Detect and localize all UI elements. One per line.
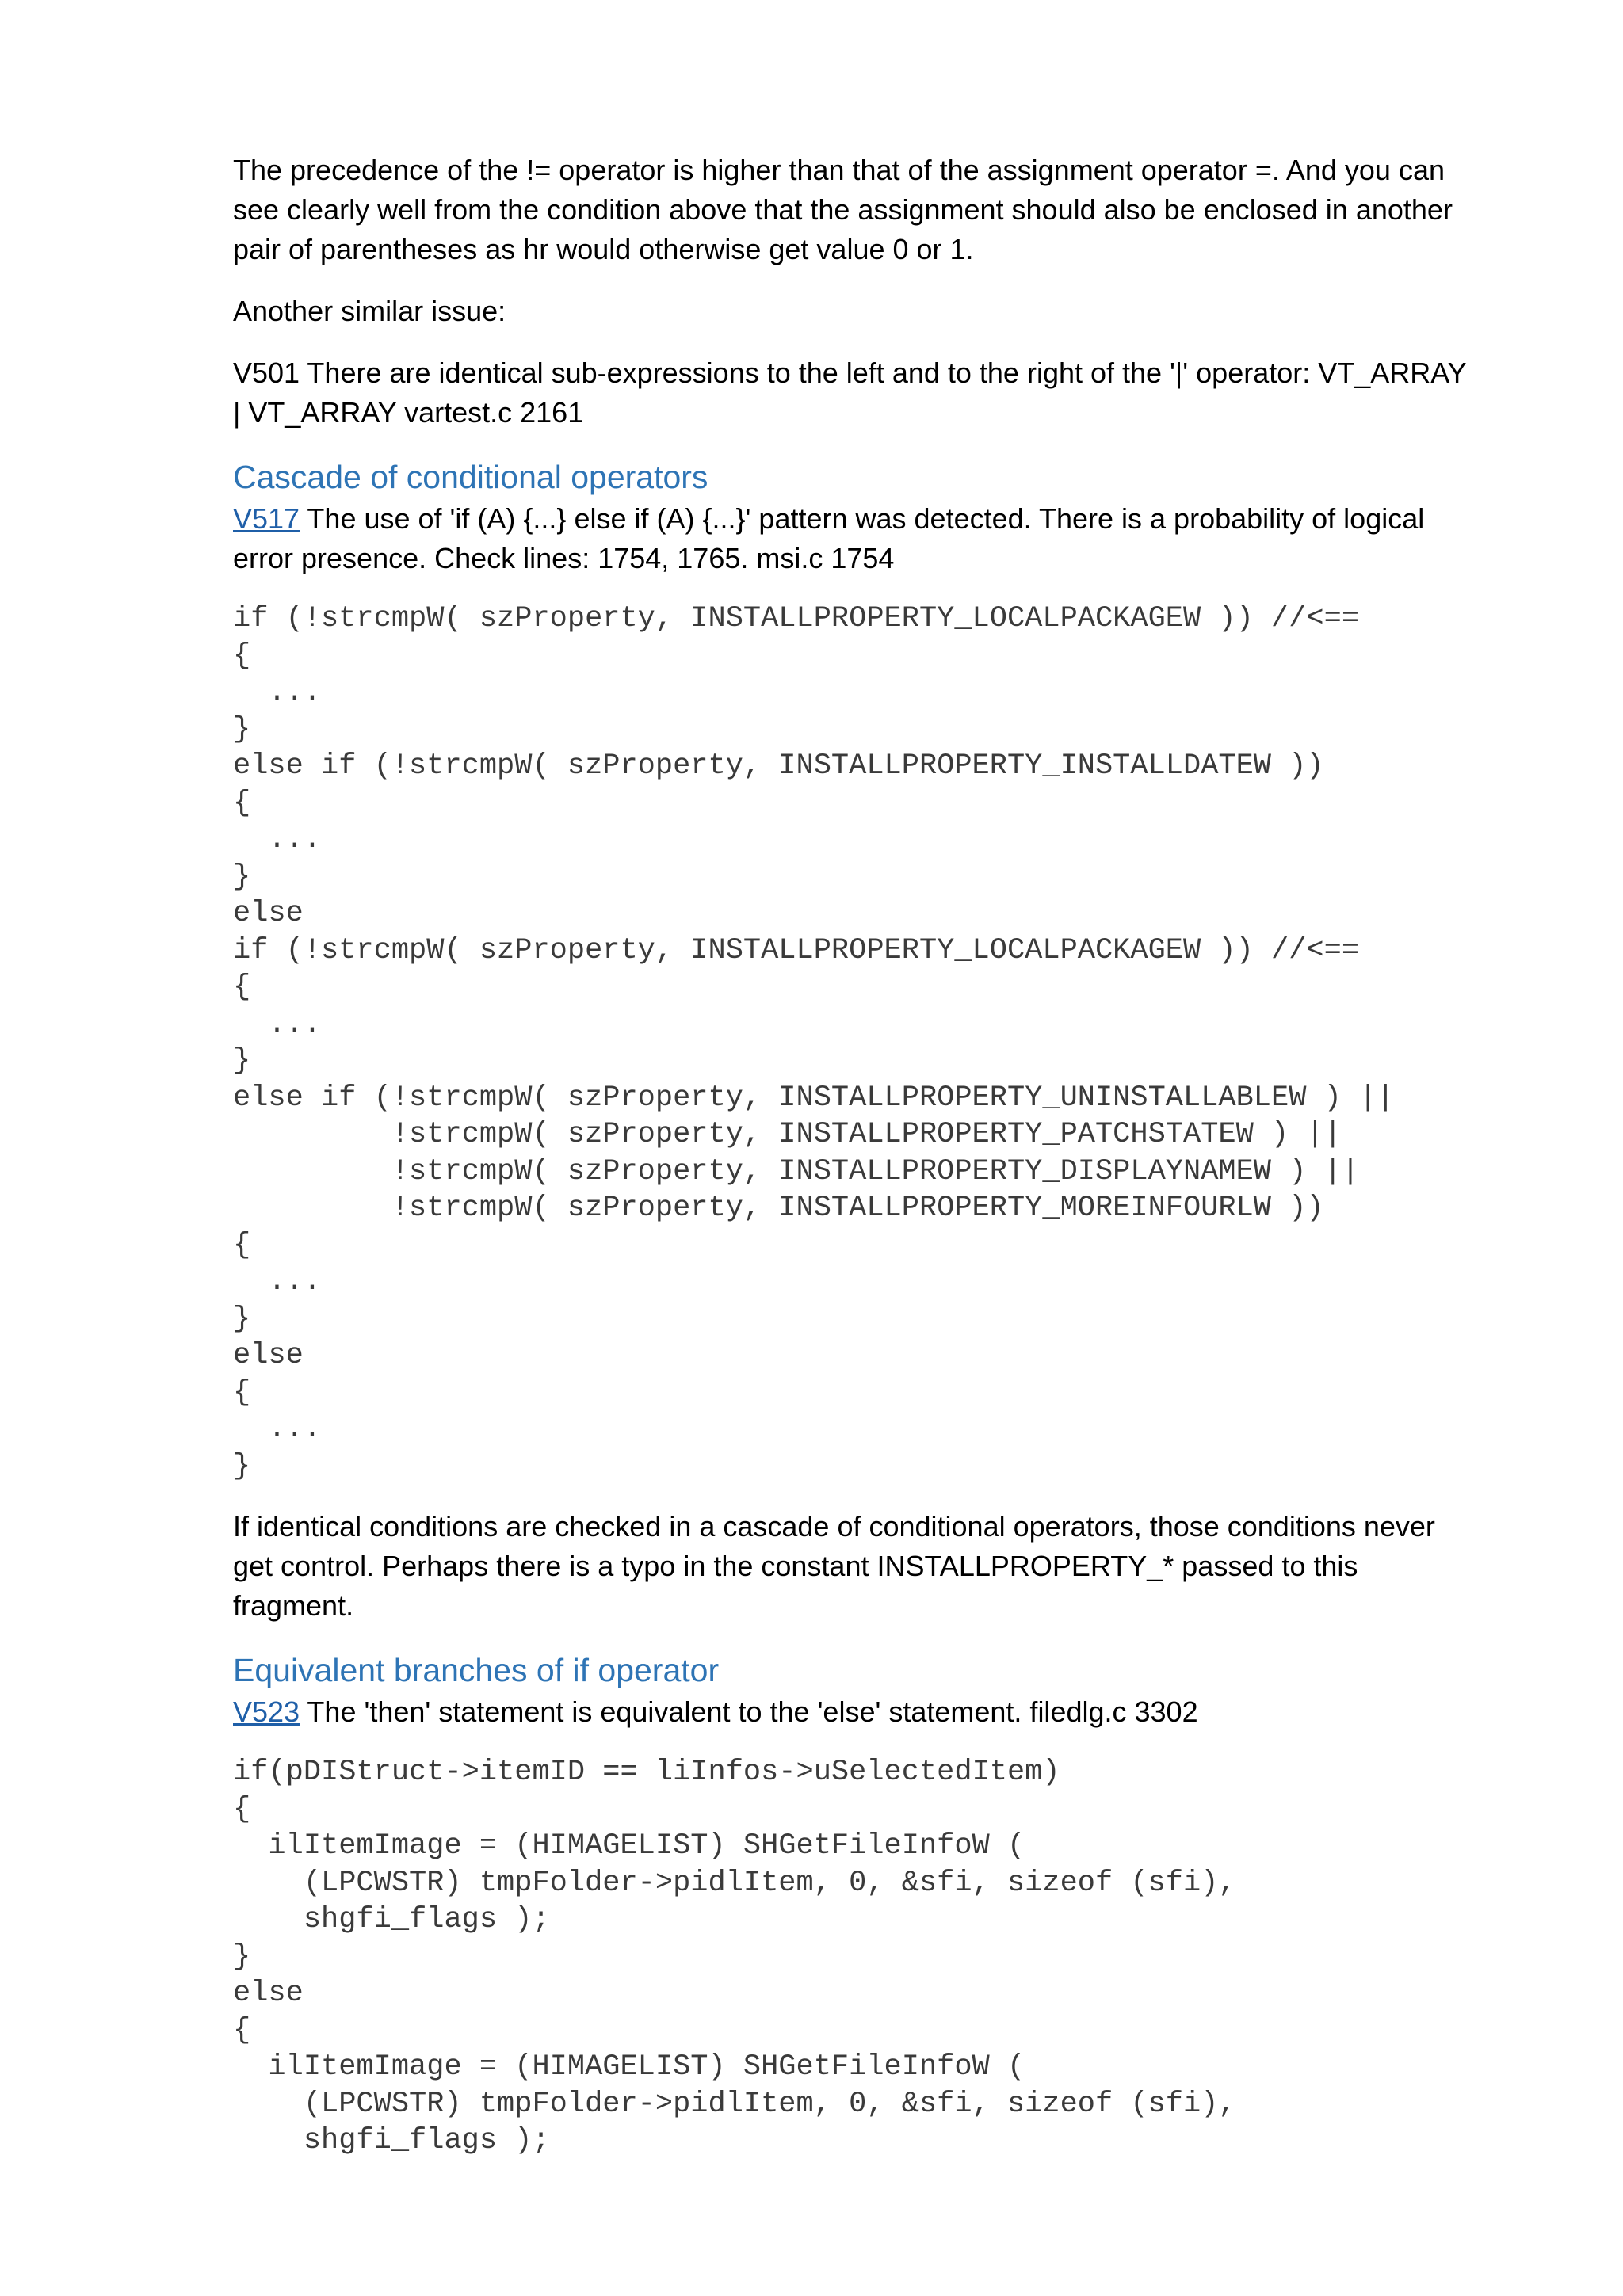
code-block-equivalent-branches: if(pDIStruct->itemID == liInfos->uSelectedItem) { ilItemImage = (HIMAGELIST) SHGetFileInfoW ( (LPCWSTR) tmpFolder->pidlItem, 0, &sfi, sizeof (sfi), shgfi_flags ); } else { ilItemImage = (HIMAGELIST) SHGetFileInfoW ( (LPCWSTR) tmpFolder->pidlItem, 0, &sfi, sizeof (sfi), shgfi_flags ); (233, 1756, 1236, 2157)
paragraph-precedence: The precedence of the != operator is higher than that of the assignment operator =. And you can see clearly well from the condition above that the assignment should also be enclosed in another pair of parentheses as hr would otherwise get value 0 or 1. (233, 154, 1453, 265)
link-v523[interactable]: V523 (233, 1695, 300, 1728)
paragraph-cascade-explanation: If identical conditions are checked in a cascade of conditional operators, those conditions never get control. Perhaps there is a typo in the constant INSTALLPROPERTY_* passed to this fragment. (233, 1510, 1435, 1622)
paragraph-similar-issue: Another similar issue: (233, 295, 506, 327)
v523-description: The 'then' statement is equivalent to the 'else' statement. filedlg.c 3302 (300, 1695, 1198, 1728)
v517-description: The use of 'if (A) {...} else if (A) {...}' pattern was detected. There is a probability of logical error presence. Check lines: 1754, 1765. msi.c 1754 (233, 502, 1425, 574)
code-block-cascade: if (!strcmpW( szProperty, INSTALLPROPERTY_LOCALPACKAGEW )) //<== { ... } else if (!strcmpW( szProperty, INSTALLPROPERTY_INSTALLDATEW )) { ... } else if (!strcmpW( szProperty, INSTALLPROPERTY_LOCALPACKAGEW )) //<== { ... } else if (!strcmpW( szProperty, INSTALLPROPERTY_UNINSTALLABLEW ) || !strcmpW( szProperty, INSTALLPROPERTY_PATCHSTATEW ) || !strcmpW( szProperty, INSTALLPROPERTY_DISPLAYNAMEW ) || !strcmpW( szProperty, INSTALLPROPERTY_MOREINFOURLW )) { ... } else { ... } (233, 602, 1395, 1483)
paragraph-v517-diagnostic (233, 499, 1477, 578)
heading-cascade-conditional: Cascade of conditional operators (233, 459, 708, 495)
document-page (233, 151, 1477, 2182)
paragraph-v523-diagnostic (233, 1692, 1477, 1732)
heading-equivalent-branches: Equivalent branches of if operator (233, 1652, 720, 1688)
paragraph-v501-diagnostic: V501 There are identical sub-expressions to the left and to the right of the '|' operator: VT_ARRAY | VT_ARRAY vartest.c 2161 (233, 357, 1466, 429)
link-v517[interactable]: V517 (233, 502, 300, 535)
